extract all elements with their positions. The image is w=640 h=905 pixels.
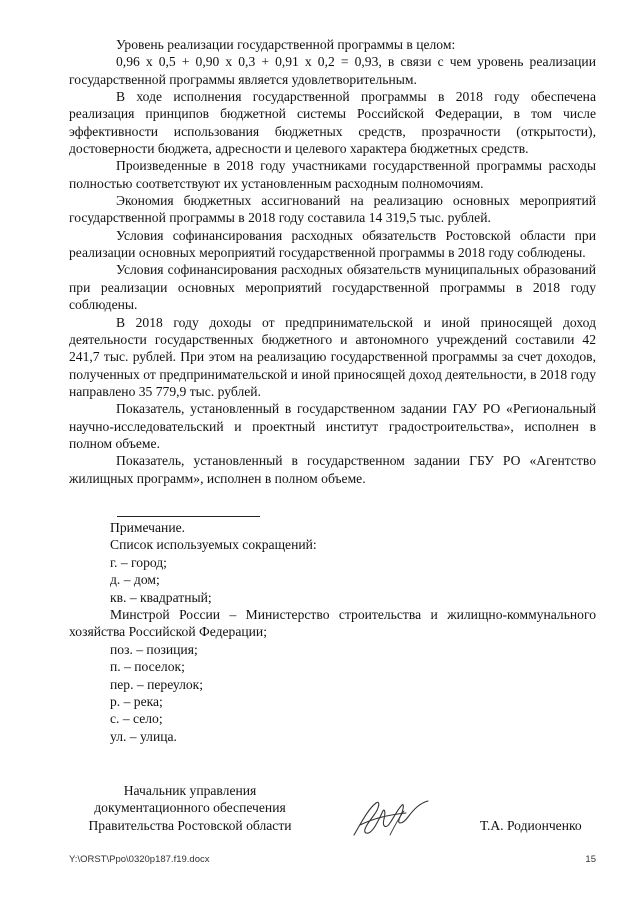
abbreviation-item: ул. – улица. bbox=[110, 728, 177, 744]
notes-heading: Примечание. bbox=[110, 520, 186, 535]
signatory-title-line: документационного обеспечения bbox=[94, 800, 286, 816]
paragraph: В ходе исполнения государственной программы в 2018 году обеспечена реализация принципов бюджетной системы Российской Федерации, в том числе эффективности использования бюджетных средств, прозрачности (открытости), достоверности бюджета, адресности и целевого характера бюджетных средств. bbox=[69, 89, 596, 157]
page-number: 15 bbox=[585, 854, 596, 865]
abbreviation-item: кв. – квадратный; bbox=[110, 589, 212, 605]
abbreviations-title: Список используемых сокращений: bbox=[110, 537, 317, 553]
paragraph: Показатель, установленный в государственном задании ГАУ РО «Региональный научно-исследовательский и проектный институт градостроительства», исполнен в полном объеме. bbox=[69, 401, 596, 451]
abbreviation-item: с. – село; bbox=[110, 711, 163, 727]
abbreviation-item: Минстрой России – Министерство строительства и жилищно-коммунального хозяйства Российской Федерации; bbox=[69, 607, 596, 640]
paragraph: Произведенные в 2018 году участниками государственной программы расходы полностью соответствуют их установленным расходным полномочиям. bbox=[69, 158, 596, 191]
notes-section bbox=[69, 519, 596, 745]
paragraph: Показатель, установленный в государственном задании ГБУ РО «Агентство жилищных программ», исполнен в полном объеме. bbox=[69, 453, 596, 486]
abbreviation-item: р. – река; bbox=[110, 694, 163, 710]
abbreviation-item: поз. – позиция; bbox=[110, 641, 198, 657]
signer-name: Т.А. Родионченко bbox=[480, 818, 582, 833]
file-path: Y:\ORST\Ppo\0320p187.f19.docx bbox=[69, 854, 210, 865]
paragraph: Экономия бюджетных ассигнований на реализацию основных мероприятий государственной программы в 2018 году составила 14 319,5 тыс. рублей. bbox=[69, 193, 596, 226]
paragraph: 0,96 х 0,5 + 0,90 х 0,3 + 0,91 х 0,2 = 0,93, в связи с чем уровень реализации государственной программы является удовлетворительным. bbox=[69, 54, 596, 87]
abbreviation-item: г. – город; bbox=[110, 554, 167, 570]
signatory-title-line: Начальник управления bbox=[123, 783, 257, 798]
abbreviation-item: пер. – переулок; bbox=[110, 676, 204, 692]
signatory-title bbox=[60, 782, 320, 834]
abbreviation-item: п. – поселок; bbox=[110, 659, 185, 675]
notes-divider bbox=[117, 516, 260, 517]
paragraph: Условия софинансирования расходных обязательств Ростовской области при реализации основных мероприятий государственной программы в 2018 году соблюдены. bbox=[69, 227, 596, 261]
paragraph: В 2018 году доходы от предпринимательской и иной приносящей доход деятельности государственных бюджетного и автономного учреждений составили 42 241,7 тыс. рублей. При этом на реализацию государственной программы за счет доходов, полученных от предпринимательской и иной приносящей доход деятельности, в 2018 году направлено 35 779,9 тыс. рублей. bbox=[69, 314, 596, 399]
body-text bbox=[69, 36, 596, 487]
signatory-title-line: Правительства Ростовской области bbox=[88, 817, 292, 833]
paragraph: Условия софинансирования расходных обязательств муниципальных образований при реализации основных мероприятий государственной программы в 2018 году соблюдены. bbox=[69, 262, 596, 313]
abbreviation-item: д. – дом; bbox=[110, 572, 160, 588]
handwritten-signature bbox=[346, 795, 432, 843]
paragraph: Уровень реализации государственной программы в целом: bbox=[116, 37, 456, 52]
